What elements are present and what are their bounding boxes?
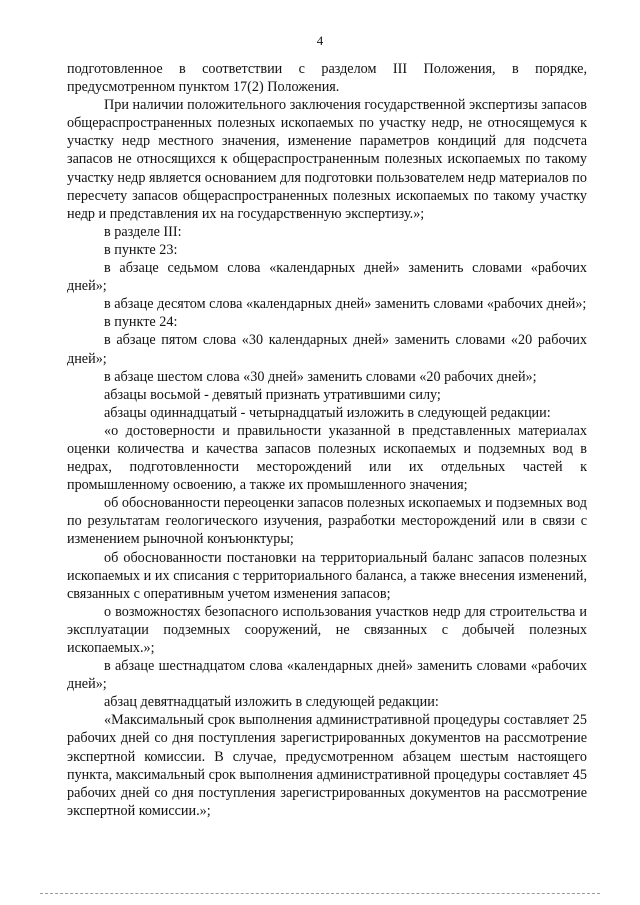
paragraph: в абзаце седьмом слова «календарных дней» заменить словами «рабочих дней»; xyxy=(67,260,587,295)
paragraph: в абзаце шестнадцатом слова «календарных дней» заменить словами «рабочих дней»; xyxy=(67,658,587,693)
paragraph: подготовленное в соответствии с разделом III Положения, в порядке, предусмотренном пунктом 17(2) Положения. xyxy=(67,61,587,96)
paragraph: «Максимальный срок выполнения административной процедуры составляет 25 рабочих дней со дня поступления зарегистрированных документов на рассмотрение экспертной комиссии. В случае, предусмотренном абзацем шестым настоящего пункта, максимальный срок выполнения административной процедуры составляет 45 рабочих дней со дня поступления зарегистрированных документов на рассмотрение экспертной комиссии.»; xyxy=(67,712,587,819)
paragraph: о возможностях безопасного использования участков недр для строительства и эксплуатации подземных сооружений, не связанных с добычей полезных ископаемых.»; xyxy=(67,603,587,656)
paragraph: в разделе III: xyxy=(104,223,182,240)
paragraph: «о достоверности и правильности указанной в представленных материалах оценки количества и качества запасов полезных ископаемых и подземных вод в недрах, подготовленности месторождений или их отдельных частей к промышленному освоению, а также их промышленного значения; xyxy=(67,422,587,494)
paragraph: об обоснованности переоценки запасов полезных ископаемых и подземных вод по результатам геологического изучения, разработки месторождений или в связи с изменением рыночной конъюнктуры; xyxy=(67,495,587,548)
document-body xyxy=(67,60,587,820)
page-number: 4 xyxy=(316,33,324,48)
paragraph: абзацы одиннадцатый - четырнадцатый изложить в следующей редакции: xyxy=(104,404,551,421)
paragraph: При наличии положительного заключения государственной экспертизы запасов общераспространенных полезных ископаемых по участку недр, не относящемуся к участку недр местного значения, изменение параметров кондиций для подсчета запасов не относящихся к общераспространенным полезных ископаемых по такому участку недр является основанием для подготовки пользователем недр материалов по пересчету запасов общераспространенных полезных ископаемых по такому участку недр и представления их на государственную экспертизу.»; xyxy=(67,97,587,222)
paragraph: об обоснованности постановки на территориальный баланс запасов полезных ископаемых и их списания с территориального баланса, а также внесения изменений, связанных с оперативным учетом изменения запасов; xyxy=(67,549,587,602)
paragraph: в пункте 24: xyxy=(104,314,178,331)
page-bottom-edge xyxy=(40,893,600,894)
paragraph: абзацы восьмой - девятый признать утратившими силу; xyxy=(104,386,441,403)
paragraph: в пункте 23: xyxy=(104,241,178,258)
paragraph: в абзаце пятом слова «30 календарных дней» заменить словами «20 рабочих дней»; xyxy=(67,332,587,367)
paragraph: в абзаце шестом слова «30 дней» заменить словами «20 рабочих дней»; xyxy=(104,368,537,385)
paragraph: в абзаце десятом слова «календарных дней» заменить словами «рабочих дней»; xyxy=(104,296,587,313)
paragraph: абзац девятнадцатый изложить в следующей редакции: xyxy=(104,694,439,711)
